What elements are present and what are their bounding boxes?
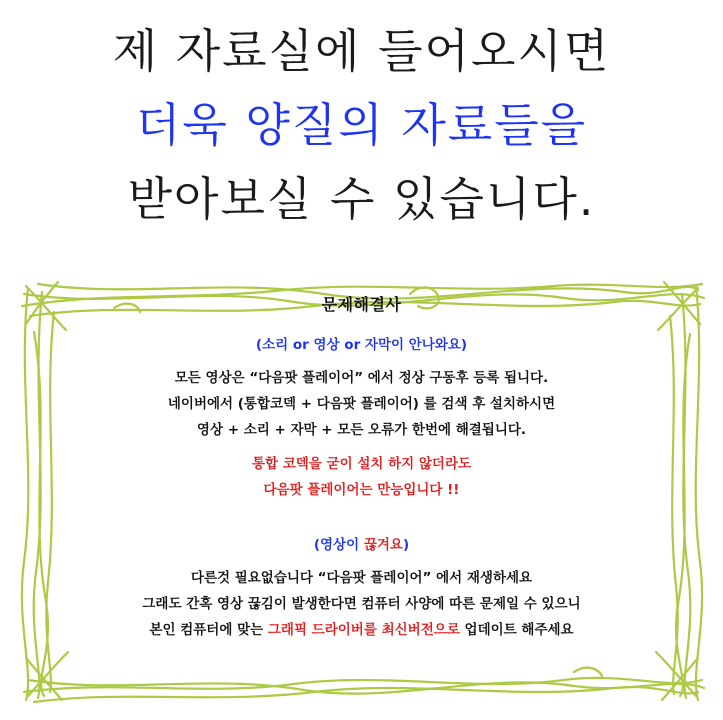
block2-line-1: 다른것 필요없습니다 “다음팟 플레이어” 에서 재생하세요 [190,570,533,586]
block2-last-line [40,617,683,643]
headline-line-1: 제 자료실에 들어오시면 [112,24,611,78]
block2-last-line-part1: 본인 컴퓨터에 맞는 [149,622,268,638]
block1-alert-line-2: 다음팟 플레이어는 만능입니다 !! [263,482,460,498]
headline-block [0,14,723,236]
block2-subheading-prefix: (영상이 [313,537,364,553]
block2-last-line-accent: 그래픽 드라이버를 최신버전으로 [267,622,460,638]
headline-line-3: 받아보실 수 있습니다. [127,172,596,226]
block1-line-1: 모든 영상은 “다음팟 플레이어” 에서 정상 구동후 등록 됩니다. [174,370,549,386]
content-block [40,292,683,643]
spacer [40,503,683,533]
block2-subheading [40,533,683,553]
headline-line-2: 더욱 양질의 자료들을 [135,98,588,152]
block2-last-line-part3: 업데이트 해주세요 [459,622,574,638]
block1-line-3: 영상 + 소리 + 자막 + 모든 오류가 한번에 해결됩니다. [196,422,527,438]
section-title: 문제해결사 [321,295,402,314]
block2-line-2: 그래도 간혹 영상 끊김이 발생한다면 컴퓨터 사양에 따른 문제일 수 있으니 [142,596,581,612]
block1-alert-line-1: 통합 코덱을 굳이 설치 하지 않더라도 [251,456,472,472]
block2-subheading-accent: 끊겨요 [363,537,403,553]
block1-line-2: 네이버에서 (통합코덱 + 다음팟 플레이어) 를 검색 후 설치하시면 [167,396,556,412]
block1-subheading: (소리 or 영상 or 자막이 안나와요) [255,337,468,353]
spacer [40,443,683,451]
block2-subheading-suffix: ) [402,537,410,553]
